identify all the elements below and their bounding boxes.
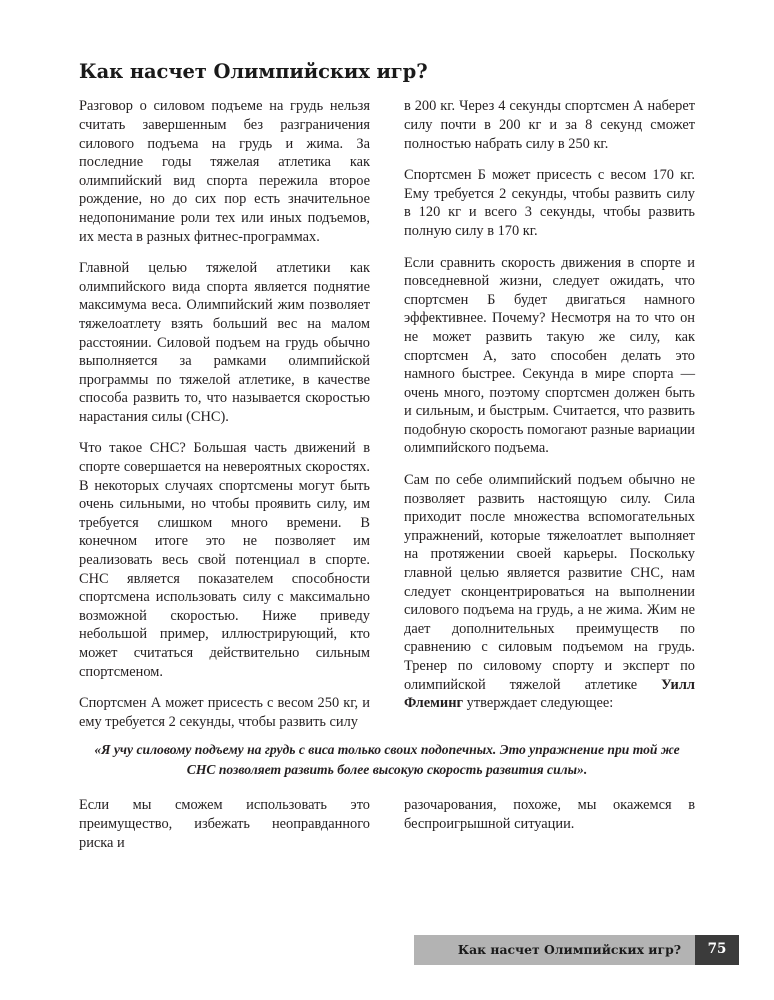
paragraph: Если мы сможем использовать это преимущество, избежать неоправданного риска и [79,797,370,851]
paragraph: Спортсмен Б может присесть с весом 170 кг. Ему требуется 2 секунды, чтобы развить силу в 120 кг и всего 3 секунды, чтобы развить полную силу в 170 кг. [404,167,695,239]
paragraph: в 200 кг. Через 4 секунды спортсмен А наберет силу почти в 200 кг и за 8 секунд сможет полностью набрать силу в 250 кг. [404,98,695,152]
paragraph: разочарования, похоже, мы окажемся в беспроигрышной ситуации. [404,797,695,832]
bottom-two-column-body [79,796,695,852]
pull-quote: «Я учу силовому подъему на грудь с виса только своих подопечных. Это упражнение при той же СНС позволяет развить более высокую скорость развития силы». [94,742,680,778]
right-column [404,97,695,712]
paragraph: Что такое СНС? Большая часть движений в спорте совершается на невероятных скоростях. В некоторых случаях спортсмены могут быть очень сильными, но чтобы проявить силу, им требуется слишком много времени. В конечном итоге это не позволяет им реализовать весь свой потенциал в спорте. СНС является показателем способности спортсмена использовать силу с максимально возможной скоростью. Ниже приведу небольшой пример, иллюстрирующий, кто может считаться действительно сильным спортсменом. [79,440,370,680]
pull-quote-block [79,740,695,780]
paragraph-tail: утверждает следующее: [463,695,614,712]
paragraph-with-expert-name [404,471,695,713]
page-number: 75 [707,941,727,957]
page-number-box [695,935,739,965]
two-column-body [79,97,695,731]
page-footer [0,935,774,965]
bottom-right-column [404,796,695,833]
page-title: Как насчет Олимпийских игр? [79,60,428,83]
paragraph: Если сравнить скорость движения в спорте и повседневной жизни, следует ожидать, что спортсмен Б будет двигаться намного эффективнее. Почему? Несмотря на то что он не может развить такую же силу, как спортсмен А, зато способен делать это намного быстрее. Секунда в мире спорта — очень много, поэтому спортсмен должен быть и сильным, и быстрым. Считается, что развить подобную скорость помогают разные вариации олимпийского подъема. [404,254,695,457]
running-head-label: Как насчет Олимпийских игр? [457,942,681,957]
paragraph: Спортсмен А может присесть с весом 250 кг, и ему требуется 2 секунды, чтобы развить силу [79,695,370,730]
paragraph-text: Сам по себе олимпийский подъем обычно не позволяет развить настоящую силу. Сила приходит после множества вспомогательных упражнений, которые тяжелоатлет выполняет на протяжении своей карьеры. Поскольку главной целью является развитие СНС, нам следует сконцентрироваться на выполнении силового подъема на грудь, а не жима. Жим не дает дополнительных преимуществ по сравнению с силовым подъемом на грудь. Тренер по силовому спорту и эксперт по олимпийской тяжелой атлетике [404,472,695,693]
paragraph: Разговор о силовом подъеме на грудь нельзя считать завершенным без разграничения силового подъема на грудь и жима. За последние годы тяжелая атлетика как олимпийский вид спорта пережила второе рождение, но до сих пор есть значительное недопонимание роли тех или иных подъемов, их места в разных фитнес-программах. [79,98,370,245]
page-content [79,60,695,852]
running-head-bar [414,935,695,965]
paragraph: Главной целью тяжелой атлетики как олимпийского вида спорта является поднятие максимума веса. Олимпийский жим позволяет тяжелоатлету взять больший вес на малом расстоянии. Силовой подъем на грудь обычно выполняется за рамками олимпийской программы по тяжелой атлетике, в качестве способа развить то, что называется скоростью нарастания силы (СНС). [79,260,370,425]
bottom-left-column [79,796,370,852]
expert-name: Уилл Флеминг [404,676,695,712]
left-column [79,97,370,731]
